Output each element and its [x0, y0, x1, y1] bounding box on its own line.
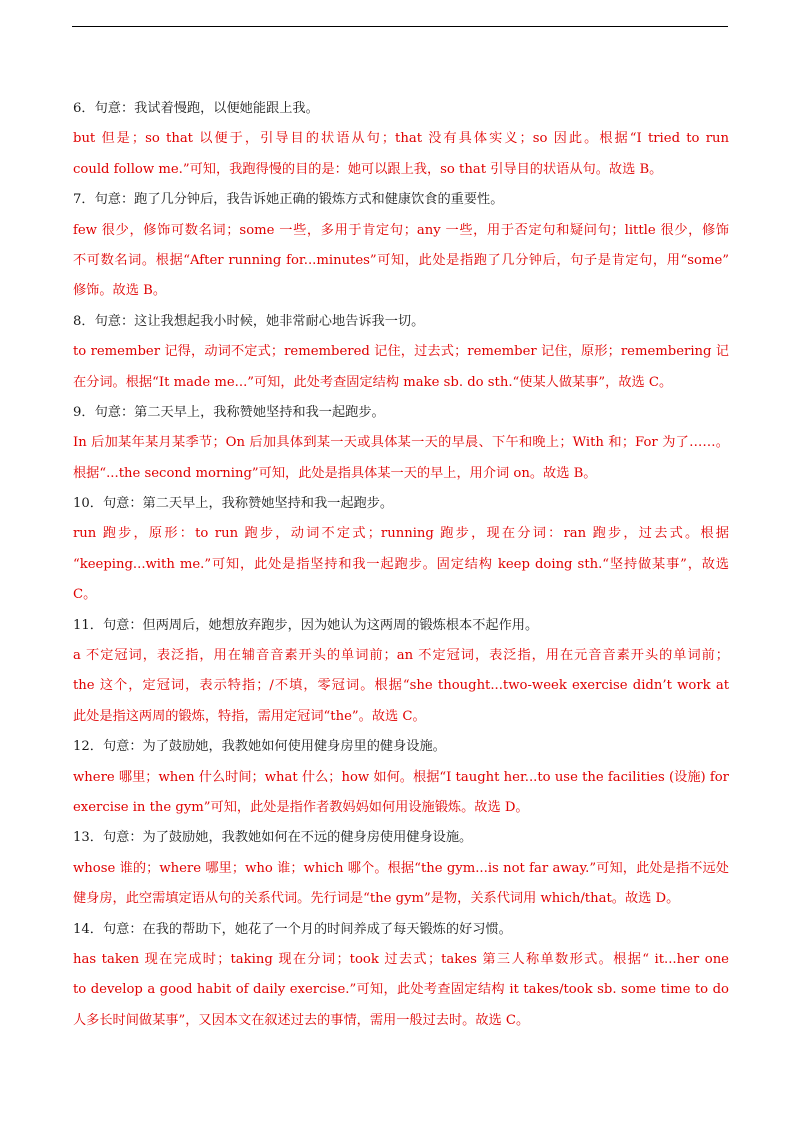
answer-explanation-line: where 哪里；when 什么时间；what 什么；how 如何。根据“I taught her...to use the facilities (设施) for	[73, 769, 729, 785]
question-translation-line: 13．句意：为了鼓励她，我教她如何在不远的健身房使用健身设施。	[73, 830, 473, 846]
answer-explanation-line: has taken 现在完成时；taking 现在分词；took 过去式；takes 第三人称单数形式。根据“ it...her one	[73, 951, 729, 967]
answer-explanation-line: 不可数名词。根据“After running for...minutes”可知，此处是指跑了几分钟后，句子是肯定句，用“some”	[73, 252, 729, 268]
header-rule	[72, 26, 728, 27]
answer-explanation-line: C。	[73, 587, 97, 603]
question-translation-line: 14．句意：在我的帮助下，她花了一个月的时间养成了每天锻炼的好习惯。	[73, 921, 512, 937]
question-translation-line: 6．句意：我试着慢跑，以便她能跟上我。	[73, 101, 319, 116]
answer-explanation-line: run 跑步，原形：to run 跑步，动词不定式；running 跑步，现在分词：ran 跑步，过去式。根据	[73, 526, 729, 542]
question-translation-line: 11．句意：但两周后，她想放弃跑步，因为她认为这两周的锻炼根本不起作用。	[73, 617, 539, 633]
answer-explanation-line: 在分词。根据“It made me...”可知，此处考查固定结构 make sb. do sth.“使某人做某事”，故选 C。	[73, 374, 673, 390]
answer-explanation-line: the 这个，定冠词，表示特指；/不填，零冠词。根据“she thought...two-week exercise didn’t work at	[73, 678, 729, 694]
question-translation-line: 10．句意：第二天早上，我称赞她坚持和我一起跑步。	[73, 496, 394, 512]
answer-explanation-line: 此处是指这两周的锻炼，特指，需用定冠词“the”。故选 C。	[73, 708, 426, 724]
answer-explanation-line: whose 谁的；where 哪里；who 谁；which 哪个。根据“the gym...is not far away.”可知，此处是指不远处	[73, 860, 729, 876]
answer-explanation-line: to develop a good habit of daily exercise.”可知，此处考查固定结构 it takes/took sb. some time to do	[73, 982, 729, 998]
answer-explanation-line: 根据“...the second morning”可知，此处是指具体某一天的早上，用介词 on。故选 B。	[73, 465, 597, 481]
answer-explanation-line: 健身房，此空需填定语从句的关系代词。先行词是“the gym”是物，关系代词用 which/that。故选 D。	[73, 891, 680, 907]
answer-explanation-line: 人多长时间做某事”，又因本文在叙述过去的事情，需用一般过去时。故选 C。	[73, 1012, 530, 1028]
question-translation-line: 8．句意：这让我想起我小时候，她非常耐心地告诉我一切。	[73, 313, 425, 329]
answer-explanation-line: In 后加某年某月某季节；On 后加具体到某一天或具体某一天的早晨、下午和晚上；With 和；For 为了……。	[73, 435, 729, 451]
question-translation-line: 9．句意：第二天早上，我称赞她坚持和我一起跑步。	[73, 404, 385, 420]
answer-explanation-line: 修饰。故选 B。	[73, 283, 167, 299]
answer-explanation-line: but 但是；so that 以便于，引导目的状语从句；that 没有具体实义；so 因此。根据“I tried to run	[73, 131, 729, 147]
answer-explanation-line: a 不定冠词，表泛指，用在辅音音素开头的单词前；an 不定冠词，表泛指，用在元音音素开头的单词前；	[73, 648, 729, 664]
question-translation-line: 12．句意：为了鼓励她，我教她如何使用健身房里的健身设施。	[73, 739, 446, 755]
answer-explanation-line: to remember 记得，动词不定式；remembered 记住，过去式；remember 记住，原形；remembering 记	[73, 344, 729, 360]
answer-explanation-line: could follow me.”可知，我跑得慢的目的是：她可以跟上我，so that 引导目的状语从句。故选 B。	[73, 161, 663, 177]
answer-explanation-line: few 很少，修饰可数名词；some 一些，多用于肯定句；any 一些，用于否定句和疑问句；little 很少，修饰	[73, 222, 729, 238]
answer-explanation-line: “keeping...with me.”可知，此处是指坚持和我一起跑步。固定结构 keep doing sth.“坚持做某事”，故选	[73, 556, 729, 572]
document-body	[73, 94, 729, 1036]
answer-explanation-line: exercise in the gym”可知，此处是指作者教妈妈如何用设施锻炼。故选 D。	[73, 799, 529, 815]
question-translation-line: 7．句意：跑了几分钟后，我告诉她正确的锻炼方式和健康饮食的重要性。	[73, 192, 504, 208]
